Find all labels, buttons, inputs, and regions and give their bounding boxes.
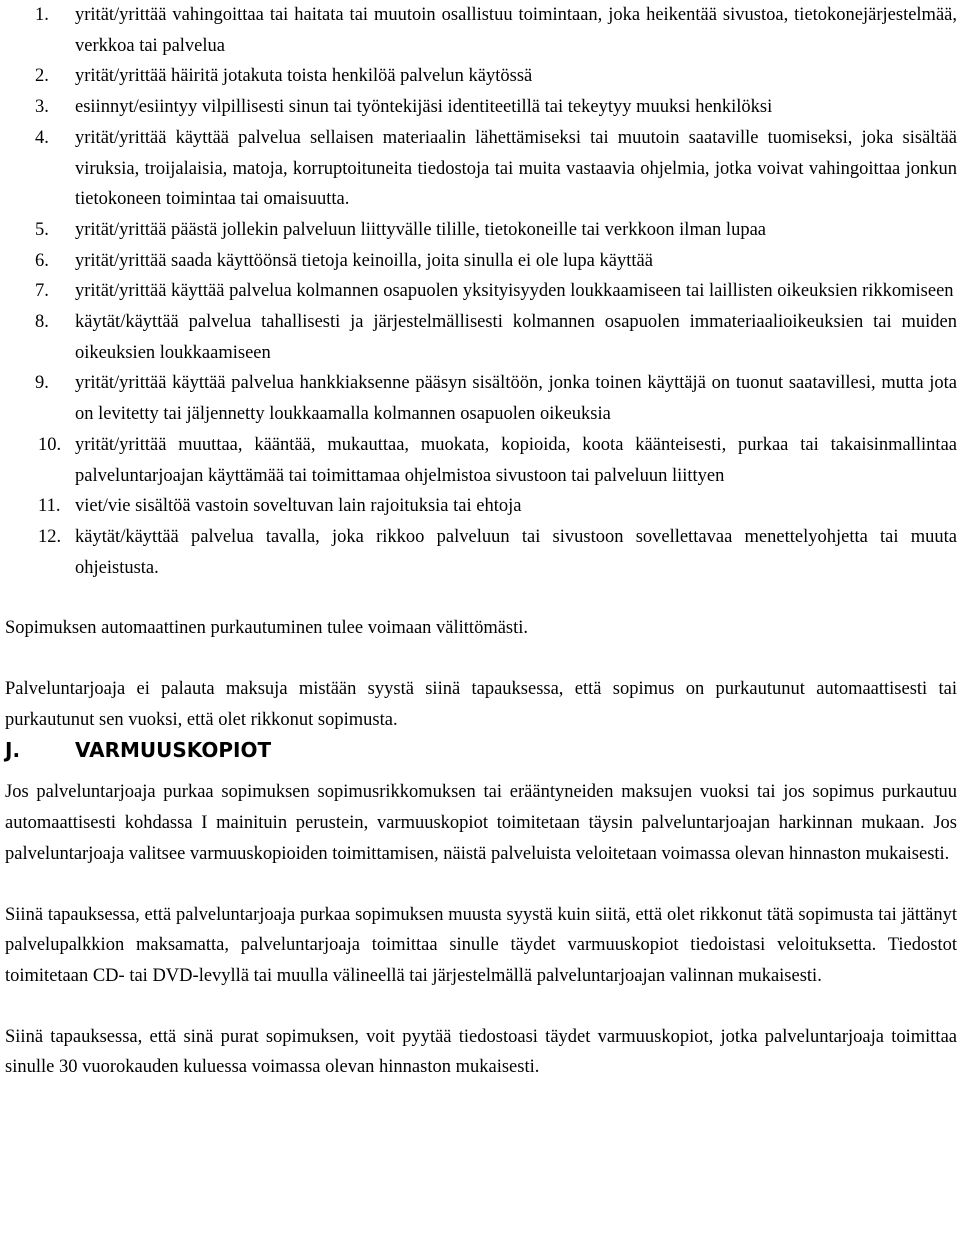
list-item bbox=[5, 430, 957, 491]
list-item-text: yrität/yrittää käyttää palvelua sellaisen materiaalin lähettämiseksi tai muutoin saataville tuomiseksi, joka sisältää viruksia, troijalaisia, matoja, korruptoituneita tiedostoja tai muita vastaavia ohjelmia, jotka voivat vahingoittaa jonkun tietokoneen toimintaa tai omaisuutta. bbox=[75, 127, 957, 210]
document-body bbox=[5, 0, 957, 1083]
list-item-text: käytät/käyttää palvelua tahallisesti ja järjestelmällisesti kolmannen osapuolen immateriaalioikeuksien tai muiden oikeuksien loukkaamiseen bbox=[75, 312, 957, 363]
list-item bbox=[5, 491, 957, 522]
list-item bbox=[5, 368, 957, 429]
backup-paragraph-1: Jos palveluntarjoaja purkaa sopimuksen sopimusrikkomuksen tai erääntyneiden maksujen vuoksi tai jos sopimus purkautuu automaattisesti kohdassa I mainituin perustein, varmuuskopiot toimitetaan täysin palveluntarjoajan harkinnan mukaan. Jos palveluntarjoaja valitsee varmuuskopioiden toimittamisen, näistä palveluista veloitetaan voimassa olevan hinnaston mukaisesti. bbox=[5, 782, 957, 864]
list-item-number: 8. bbox=[35, 312, 49, 333]
list-item bbox=[5, 246, 957, 277]
list-item-number: 12. bbox=[38, 526, 62, 547]
list-item-number: 7. bbox=[35, 281, 49, 302]
list-item bbox=[5, 92, 957, 123]
list-item-number: 9. bbox=[35, 373, 49, 394]
list-item-number: 11. bbox=[38, 496, 61, 517]
auto-termination-paragraph: Sopimuksen automaattinen purkautuminen tulee voimaan välittömästi. bbox=[5, 618, 529, 639]
list-item bbox=[5, 276, 957, 307]
list-item bbox=[5, 61, 957, 92]
list-item-text: käytät/käyttää palvelua tavalla, joka rikkoo palveluun tai sivustoon sovellettavaa menettelyohjetta tai muuta ohjeistusta. bbox=[75, 526, 957, 578]
list-item-text: yrität/yrittää saada käyttöönsä tietoja keinoilla, joita sinulla ei ole lupa käyttää bbox=[75, 250, 653, 271]
prohibited-actions-list bbox=[5, 0, 957, 583]
backup-paragraph-3: Siinä tapauksessa, että sinä purat sopimuksen, voit pyytää tiedostoasi täydet varmuuskopiot, jotka palveluntarjoaja toimittaa sinulle 30 vuorokauden kuluessa voimassa olevan hinnaston mukaisesti. bbox=[5, 1026, 957, 1078]
section-letter: J. bbox=[5, 738, 21, 763]
list-item-number: 6. bbox=[35, 250, 49, 271]
no-refund-paragraph: Palveluntarjoaja ei palauta maksuja mistään syystä siinä tapauksessa, että sopimus on purkautunut automaattisesti tai purkautunut sen vuoksi, että olet rikkonut sopimusta. bbox=[5, 679, 957, 730]
list-item-number: 3. bbox=[35, 97, 49, 118]
list-item-number: 2. bbox=[35, 66, 49, 87]
section-heading bbox=[5, 735, 957, 765]
backup-paragraph-2: Siinä tapauksessa, että palveluntarjoaja purkaa sopimuksen muusta syystä kuin siitä, että olet rikkonut tätä sopimusta tai jättänyt palvelupalkkion maksamatta, palveluntarjoaja toimittaa sinulle täydet varmuuskopiot tiedoistasi veloituksetta. Tiedostot toimitetaan CD- tai DVD-levyllä tai muulla välineellä tai järjestelmällä palveluntarjoajan valinnan mukaisesti. bbox=[5, 904, 957, 986]
list-item bbox=[5, 0, 957, 61]
list-item-text: yrität/yrittää häiritä jotakuta toista henkilöä palvelun käytössä bbox=[75, 66, 533, 87]
list-item-number: 10. bbox=[38, 434, 62, 455]
list-item bbox=[5, 215, 957, 246]
list-item-number: 4. bbox=[35, 127, 49, 148]
list-item-text: viet/vie sisältöä vastoin soveltuvan lain rajoituksia tai ehtoja bbox=[75, 496, 522, 517]
list-item bbox=[5, 307, 957, 368]
list-item-text: yrität/yrittää käyttää palvelua hankkiaksenne pääsyn sisältöön, jonka toinen käyttäjä on tuonut saatavillesi, mutta jota on levitetty tai jäljennetty loukkaamalla kolmannen osapuolen oikeuksia bbox=[75, 373, 957, 425]
list-item-number: 5. bbox=[35, 219, 49, 240]
section-title: VARMUUSKOPIOT bbox=[75, 738, 272, 763]
list-item-text: yrität/yrittää muuttaa, kääntää, mukauttaa, muokata, kopioida, koota käänteisesti, purkaa tai takaisinmallintaa palveluntarjoajan käyttämää tai toimittamaa ohjelmistoa sivustoon tai palveluun liittyen bbox=[75, 434, 957, 486]
list-item-text: yrität/yrittää vahingoittaa tai haitata tai muutoin osallistuu toimintaan, joka heikentää sivustoa, tietokonejärjestelmää, verkkoa tai palvelua bbox=[75, 5, 957, 56]
list-item-text: yrität/yrittää päästä jollekin palveluun liittyvälle tilille, tietokoneille tai verkkoon ilman lupaa bbox=[75, 219, 766, 240]
list-item-text: yrität/yrittää käyttää palvelua kolmannen osapuolen yksityisyyden loukkaamiseen tai laillisten oikeuksien rikkomiseen bbox=[75, 281, 954, 302]
list-item-text: esiinnyt/esiintyy vilpillisesti sinun tai työntekijäsi identiteetillä tai tekeytyy muuksi henkilöksi bbox=[75, 97, 773, 118]
list-item-number: 1. bbox=[35, 5, 49, 25]
list-item bbox=[5, 522, 957, 583]
list-item bbox=[5, 123, 957, 215]
